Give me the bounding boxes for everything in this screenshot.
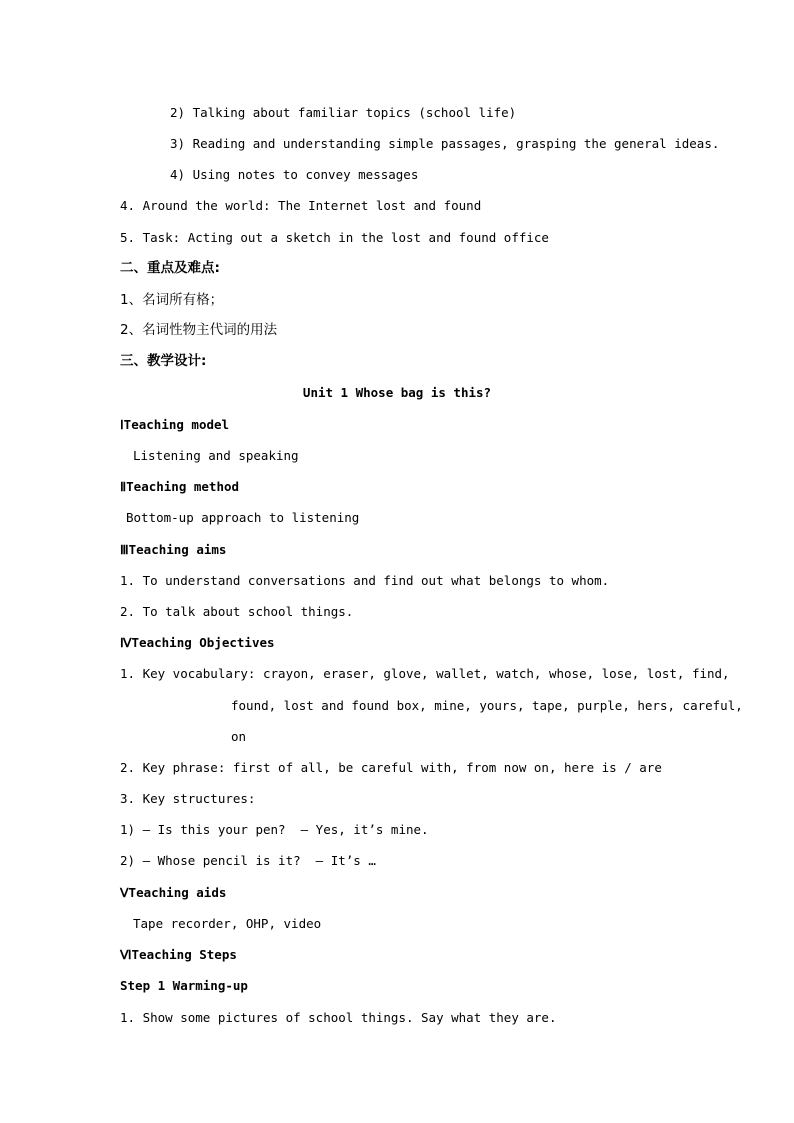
teaching-aims-heading: ⅢTeaching aims: [120, 542, 227, 557]
objective-item-4: 4) Using notes to convey messages: [170, 167, 419, 182]
key-structure-1: 1) — Is this your pen? — Yes, it’s mine.: [120, 822, 429, 837]
teaching-method-content: Bottom-up approach to listening: [126, 510, 360, 525]
step-1-heading: Step 1 Warming-up: [120, 978, 248, 993]
section-3-heading: 三、教学设计:: [120, 353, 207, 369]
objective-item-2: 2) Talking about familiar topics (school life): [170, 105, 517, 120]
teaching-aids-content: Tape recorder, OHP, video: [133, 916, 322, 931]
topic-item-4: 4. Around the world: The Internet lost and found: [120, 198, 482, 213]
section-2-heading: 二、重点及难点:: [120, 260, 220, 276]
topic-item-5: 5. Task: Acting out a sketch in the lost and found office: [120, 230, 549, 245]
objective-item-3: 3) Reading and understanding simple passages, grasping the general ideas.: [170, 136, 720, 151]
unit-title: Unit 1 Whose bag is this?: [302, 385, 492, 400]
teaching-model-content: Listening and speaking: [133, 448, 299, 463]
key-point-2: 2、名词性物主代词的用法: [120, 322, 278, 338]
step-1-item-1: 1. Show some pictures of school things. Say what they are.: [120, 1010, 557, 1025]
key-phrase: 2. Key phrase: first of all, be careful with, from now on, here is / are: [120, 760, 662, 775]
key-point-1: 1、名词所有格；: [120, 292, 224, 308]
key-vocabulary-line-1: 1. Key vocabulary: crayon, eraser, glove, wallet, watch, whose, lose, lost, find,: [120, 666, 730, 681]
teaching-objectives-heading: ⅣTeaching Objectives: [120, 635, 275, 650]
key-structures-label: 3. Key structures:: [120, 791, 256, 806]
teaching-method-heading: ⅡTeaching method: [120, 479, 240, 494]
key-vocabulary-line-2: found, lost and found box, mine, yours, tape, purple, hers, careful,: [231, 698, 743, 713]
teaching-aim-2: 2. To talk about school things.: [120, 604, 354, 619]
teaching-aim-1: 1. To understand conversations and find out what belongs to whom.: [120, 573, 610, 588]
key-vocabulary-line-3: on: [231, 729, 247, 744]
teaching-aids-heading: ⅤTeaching aids: [120, 885, 227, 900]
teaching-model-heading: ⅠTeaching model: [120, 417, 230, 432]
teaching-steps-heading: ⅥTeaching Steps: [120, 947, 237, 962]
key-structure-2: 2) — Whose pencil is it? — It’s …: [120, 853, 376, 868]
